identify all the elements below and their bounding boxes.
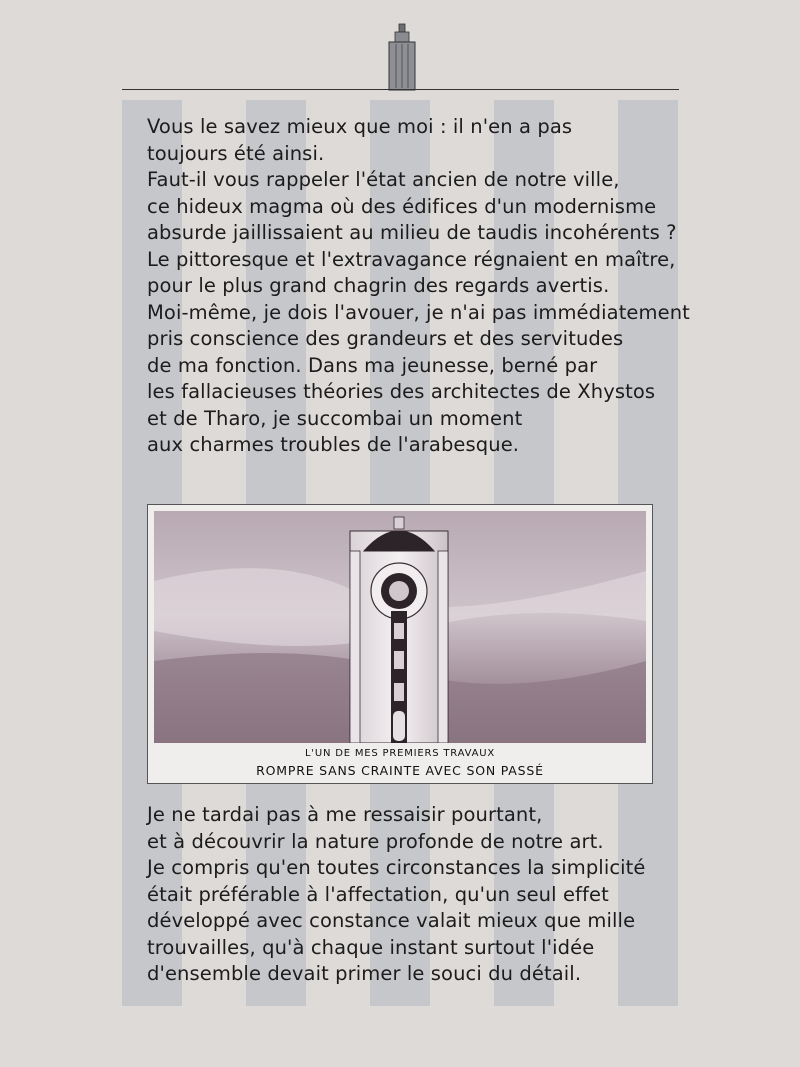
figure-caption-title: ROMPRE SANS CRAINTE AVEC SON PASSÉ [256,763,544,778]
text-line: toujours été ainsi. [147,141,325,165]
illustration-figure [147,504,653,784]
text-line: et à découvrir la nature profonde de notre art. [147,829,604,853]
text-line: de ma fonction. Dans ma jeunesse, berné par [147,353,598,377]
text-line: était préférable à l'affectation, qu'un seul effet [147,882,609,906]
text-line: pour le plus grand chagrin des regards avertis. [147,274,610,297]
figure-caption-small: L'UN DE MES PREMIERS TRAVAUX [304,748,496,759]
text-line: les fallacieuses théories des architectes de Xhystos [147,380,656,403]
text-line: absurde jaillissaient au milieu de taudis incohérents ? [147,221,677,244]
text-line: Faut-il vous rappeler l'état ancien de notre ville, [147,168,620,191]
tower-illustration [154,511,646,743]
paragraph-bottom [147,802,687,988]
text-line: Je compris qu'en toutes circonstances la simplicité [147,856,646,879]
text-line: Vous le savez mieux que moi : il n'en a pas [147,115,573,138]
text-line: ce hideux magma où des édifices d'un modernisme [147,194,657,218]
text-line: et de Tharo, je succombai un moment [147,406,523,430]
top-rule [122,89,679,90]
paragraph-top [147,114,690,459]
text-line: pris conscience des grandeurs et des servitudes [147,327,624,350]
text-line: Je ne tardai pas à me ressaisir pourtant, [147,803,543,826]
text-line: Le pittoresque et l'extravagance régnaient en maître, [147,247,676,271]
tower-ornament-icon [387,22,417,92]
text-line: Moi-même, je dois l'avouer, je n'ai pas immédiatement [147,300,690,324]
text-line: d'ensemble devait primer le souci du détail. [147,962,582,985]
text-line: aux charmes troubles de l'arabesque. [147,433,520,456]
text-line: trouvailles, qu'à chaque instant surtout l'idée [147,935,595,959]
text-line: développé avec constance valait mieux que mille [147,909,636,932]
